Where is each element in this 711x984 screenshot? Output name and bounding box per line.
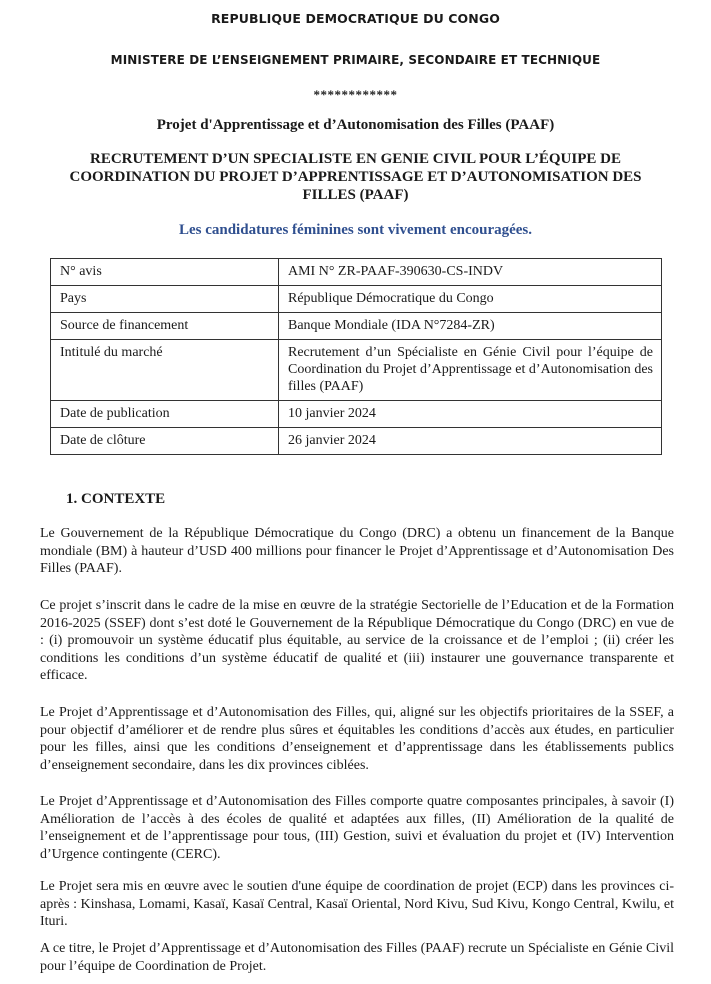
notice-info-table [50, 258, 662, 455]
paragraph: A ce titre, le Projet d’Apprentissage et d’Autonomisation des Filles (PAAF) recrute un Spécialiste en Génie Civil pour l’équipe de Coordination de Projet. [40, 941, 674, 974]
row-label: N° avis [51, 259, 279, 286]
row-label: Source de financement [51, 313, 279, 340]
encouragement-note: Les candidatures féminines sont vivement encouragées. [178, 222, 533, 238]
paragraph: Le Projet d’Apprentissage et d’Autonomisation des Filles comporte quatre composantes principales, à savoir (I) Amélioration de l’accès à des écoles de qualité et adaptées aux filles, (II) Amélioration de la qualité de l’enseignement et de l’apprentissage pour tous, (III) Gestion, suivi et évaluation du projet et (IV) Intervention d’Urgence contingente (CERC). [40, 794, 674, 862]
row-value: 26 janvier 2024 [279, 428, 662, 455]
table-row [51, 313, 662, 340]
row-label: Intitulé du marché [51, 340, 279, 401]
section-heading: 1. CONTEXTE [66, 491, 166, 507]
table-row [51, 401, 662, 428]
table-row [51, 286, 662, 313]
table-row [51, 340, 662, 401]
project-name: Projet d'Apprentissage et d’Autonomisation des Filles (PAAF) [156, 117, 555, 133]
table-row [51, 259, 662, 286]
row-value: République Démocratique du Congo [279, 286, 662, 313]
row-label: Pays [51, 286, 279, 313]
paragraph: Ce projet s’inscrit dans le cadre de la mise en œuvre de la stratégie Sectorielle de l’Education et de la Formation 2016-2025 (SSEF) dont s’est doté le Gouvernement de la République Démocratique du Congo (DRC) en vue de : (i) promouvoir un système éducatif plus équitable, au service de la croissance et de l’emploi ; (ii) créer les conditions les conditions d’un système éducatif de qualité et (iii) instaurer une gouvernance transparente et efficace. [40, 598, 674, 683]
ministry-heading: MINISTERE DE L’ENSEIGNEMENT PRIMAIRE, SECONDAIRE ET TECHNIQUE [110, 53, 601, 67]
row-label: Date de publication [51, 401, 279, 428]
paragraph: Le Projet sera mis en œuvre avec le soutien d'une équipe de coordination de projet (ECP) dans les provinces ci-après : Kinshasa, Lomami, Kasaï, Kasaï Central, Kasaï Oriental, Nord Kivu, Sud Kivu, Kongo Central, Kwilu, et Ituri. [40, 879, 674, 929]
row-value: AMI N° ZR-PAAF-390630-CS-INDV [279, 259, 662, 286]
paragraph: Le Projet d’Apprentissage et d’Autonomisation des Filles, qui, aligné sur les objectifs prioritaires de la SSEF, a pour objectif d’améliorer et de rendre plus sûres et équitables les conditions d’accès aux études, en particulier pour les filles, ainsi que les conditions d’enseignement et d’apprentissage dans les établissements publics d’enseignement secondaire, dans les dix provinces ciblées. [40, 705, 674, 773]
row-value: 10 janvier 2024 [279, 401, 662, 428]
separator-stars: ************ [313, 87, 398, 102]
recruitment-title: RECRUTEMENT D’UN SPECIALISTE EN GENIE CIVIL POUR L’ÉQUIPE DE COORDINATION DU PROJET D’APPRENTISSAGE ET D’AUTONOMISATION DES FILLES (PAAF) [69, 151, 642, 203]
paragraph: Le Gouvernement de la République Démocratique du Congo (DRC) a obtenu un financement de la Banque mondiale (BM) à hauteur d’USD 400 millions pour financer le Projet d’Apprentissage et d’Autonomisation Des Filles (PAAF). [40, 526, 674, 576]
row-value: Recrutement d’un Spécialiste en Génie Civil pour l’équipe de Coordination du Projet d’Apprentissage et d’Autonomisation des filles (PAAF) [279, 340, 662, 401]
row-label: Date de clôture [51, 428, 279, 455]
table-row [51, 428, 662, 455]
row-value: Banque Mondiale (IDA N°7284-ZR) [279, 313, 662, 340]
country-heading: REPUBLIQUE DEMOCRATIQUE DU CONGO [211, 11, 500, 26]
